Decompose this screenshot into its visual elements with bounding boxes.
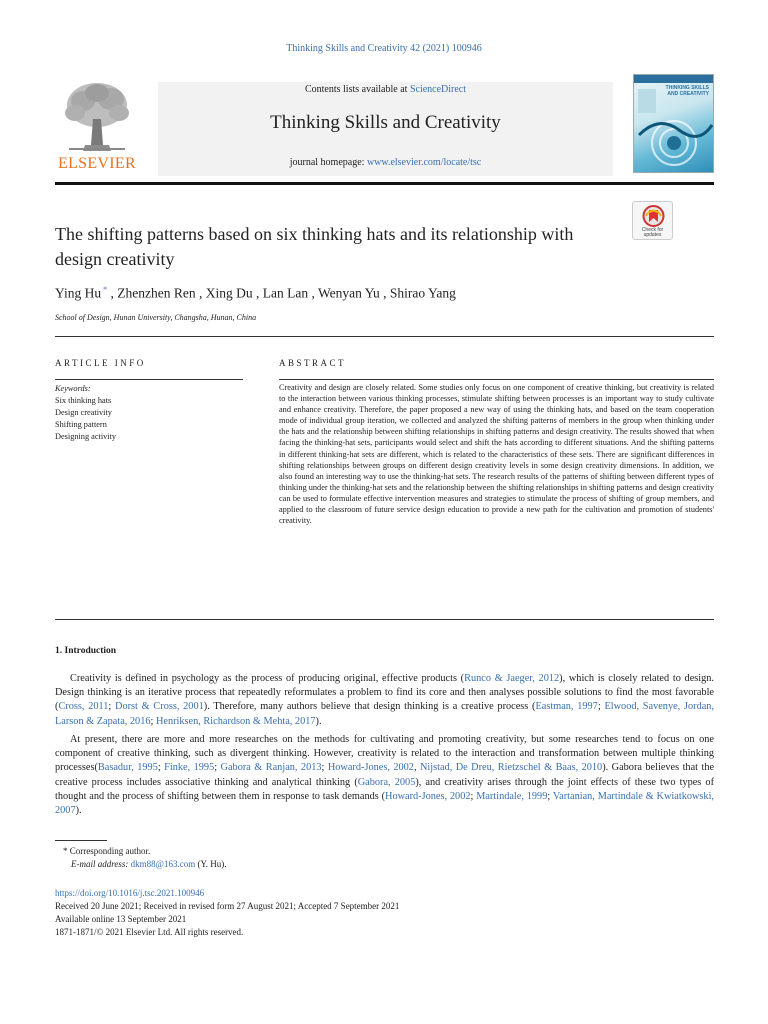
cover-title: THINKING SKILLS AND CREATIVITY — [665, 85, 709, 97]
citation-link[interactable]: Gabora & Ranjan, 2013 — [220, 762, 322, 774]
paragraph-text: ; — [470, 790, 477, 802]
author-separator: , — [195, 285, 206, 301]
intro-paragraph-2 — [55, 733, 714, 818]
citation-link[interactable]: Nijstad, De Dreu, Rietzschel & Baas, 2010 — [419, 762, 603, 774]
citation-link[interactable]: Basadur, 1995 — [97, 762, 158, 774]
paragraph-text: ; — [150, 715, 156, 727]
paragraph-text: ; — [157, 762, 165, 774]
contents-line — [158, 82, 613, 95]
journal-header-band — [158, 82, 613, 176]
author-separator: , — [107, 285, 118, 301]
email-line — [55, 858, 227, 871]
received-dates: Received 20 June 2021; Received in revised form 27 August 2021; Accepted 7 September 2021 — [55, 901, 400, 911]
section-divider — [55, 336, 714, 337]
homepage-link[interactable]: www.elsevier.com/locate/tsc — [366, 157, 482, 168]
author-name[interactable]: Zhenzhen Ren — [117, 285, 196, 301]
paragraph-text: At present, there are more and more researches on the methods for cultivating and promoting creativity, but some researches tend to focus on one component of creative thinking, such as divergent thinking. However, creativity is related to the interaction and transformation between multiple thinking processes( — [55, 734, 714, 774]
email-label: E-mail address: — [71, 859, 131, 869]
tree-icon — [55, 79, 139, 155]
crossmark-label: Check for updates — [641, 227, 664, 238]
footnote — [55, 845, 227, 871]
paragraph-text: ; — [321, 762, 328, 774]
paragraph-text: ; — [214, 762, 221, 774]
footnote-divider — [55, 840, 107, 841]
author-list — [55, 285, 456, 302]
citation-link[interactable]: Finke, 1995 — [164, 762, 215, 774]
abstract-heading: ABSTRACT — [279, 358, 347, 368]
copyright: 1871-1871/© 2021 Elsevier Ltd. All rights reserved. — [55, 927, 244, 937]
citation-link[interactable]: Vartanian, Martindale & Kwiatkowski, 2007 — [55, 790, 715, 817]
article-info-divider — [55, 379, 243, 380]
email-link[interactable]: dkm88@163.com — [130, 859, 196, 869]
author-separator: , — [379, 285, 390, 301]
author-name[interactable]: Shirao Yang — [389, 285, 456, 301]
paragraph-text: Creativity is defined in psychology as the process of producing original, effective products ( — [70, 673, 465, 684]
author-name[interactable]: Wenyan Yu — [317, 285, 380, 301]
paragraph-text: ). — [75, 805, 82, 817]
journal-citation[interactable]: Thinking Skills and Creativity 42 (2021) 100946 — [286, 43, 482, 54]
keywords-label: Keywords: — [55, 384, 91, 393]
citation-link[interactable]: Henriksen, Richardson & Mehta, 2017 — [155, 715, 316, 727]
keyword: Design creativity — [55, 408, 112, 417]
abstract-end-divider — [55, 619, 714, 620]
abstract-body: Creativity and design are closely related. Some studies only focus on one component of creative thinking, but creativity is related to the interaction between various thinking processes, stimulate shifting between processes is an important way to study cultivate and enhance creativity. Therefore, the paper proposed a new way of using the thinking hats, and based on the team cooperation mode of individual group iteration, we collected and analyzed the shifting patterns of members in the group when thinking under the hats and the relationship between shifting relationships in shifting patterns and design creativity. The results showed that when facing the thinking-hat sets, participants would select and shift the hats according to different situations. And the shifting patterns in different thinking-hat sets are different, which is related to the characteristics of these sets. There are significant differences in shifting relationships between groups on different design creativity levels in some design creativity dimensions. In addition, we also found an interesting way to use the thinking-hat sets. The research results of the patterns of shifting between different types of thinking under the thinking-hat sets and the relationship between the shifting relationships in shifting patterns and design creativity can be used to formulate effective intervention measures and strategies to stimulate the process of shifting of group members, and applied to the classroom of future service design education to provide a new path for the cultivation and promotion of students' creativity. — [279, 383, 714, 526]
homepage-line — [158, 157, 613, 168]
citation-link[interactable]: Martindale, 1999 — [476, 790, 548, 802]
author-name[interactable]: Lan Lan — [262, 285, 309, 301]
citation-link[interactable]: Elwood, Savenye, Jordan, Larson & Zapata, 2016 — [55, 701, 715, 727]
citation-link[interactable]: Gabora, 2005 — [357, 776, 416, 788]
header-divider — [55, 182, 714, 185]
paragraph-text: ; — [597, 701, 605, 713]
elsevier-logo[interactable] — [55, 79, 139, 173]
article-info-heading: ARTICLE INFO — [55, 358, 146, 368]
paragraph-text: ), which is closely related to design. Design thinking is an iterative process that repeatedly reformulates a problem to find its core and then analyses possible solutions to find the most favorable ( — [55, 673, 714, 713]
abstract-divider — [279, 379, 714, 380]
corresponding-mark[interactable]: * — [101, 285, 108, 294]
journal-cover-image[interactable] — [633, 74, 714, 173]
doi-link[interactable]: https://doi.org/10.1016/j.tsc.2021.100946 — [55, 888, 205, 898]
corresponding-author-note: * Corresponding author. — [63, 846, 151, 856]
citation-link[interactable]: Dorst & Cross, 2001 — [115, 701, 204, 713]
introduction-heading: 1. Introduction — [55, 646, 117, 656]
keywords-block — [55, 383, 116, 443]
citation-link[interactable]: Cross, 2011 — [58, 701, 109, 713]
author-name[interactable]: Ying Hu — [55, 285, 102, 301]
keyword: Six thinking hats — [55, 396, 112, 405]
available-online: Available online 13 September 2021 — [55, 914, 187, 924]
author-name[interactable]: Xing Du — [205, 285, 253, 301]
paragraph-text: ; — [108, 701, 116, 713]
paragraph-text: ). Gabora believes that the creative process includes associative thinking and analytical thinking ( — [55, 762, 715, 788]
author-separator: , — [308, 285, 318, 301]
paragraph-text: ), and creativity arises through the joint effects of these two types of thought and the process of shifting between them in response to task demands ( — [55, 776, 714, 802]
citation-link[interactable]: Howard-Jones, 2002 — [385, 790, 471, 802]
author-separator: , — [252, 285, 263, 301]
paragraph-text: , — [413, 762, 420, 774]
paragraph-text: ; — [547, 790, 553, 802]
keyword: Shifting pattern — [55, 420, 107, 429]
citation-link[interactable]: Runco & Jaeger, 2012 — [464, 673, 560, 684]
contents-prefix: Contents lists available at — [304, 84, 410, 95]
affiliation: School of Design, Hunan University, Changsha, Hunan, China — [55, 313, 257, 322]
homepage-prefix: journal homepage: — [289, 157, 367, 168]
paragraph-text: ). — [315, 715, 322, 727]
keyword: Designing activity — [55, 432, 117, 441]
citation-link[interactable]: Eastman, 1997 — [535, 701, 598, 713]
paragraph-text: ). Therefore, many authors believe that design thinking is a creative process ( — [203, 701, 536, 713]
email-suffix: (Y. Hu). — [195, 859, 227, 869]
paper-title: The shifting patterns based on six thinking hats and its relationship with design creativity — [55, 224, 574, 269]
citation-link[interactable]: Howard-Jones, 2002 — [327, 762, 414, 774]
publication-info — [55, 887, 399, 939]
check-for-updates-badge[interactable] — [632, 201, 673, 240]
publisher-name: ELSEVIER — [58, 155, 136, 172]
sciencedirect-link[interactable]: ScienceDirect — [409, 84, 467, 95]
journal-title: Thinking Skills and Creativity — [270, 112, 501, 133]
intro-paragraph-1 — [55, 672, 714, 729]
